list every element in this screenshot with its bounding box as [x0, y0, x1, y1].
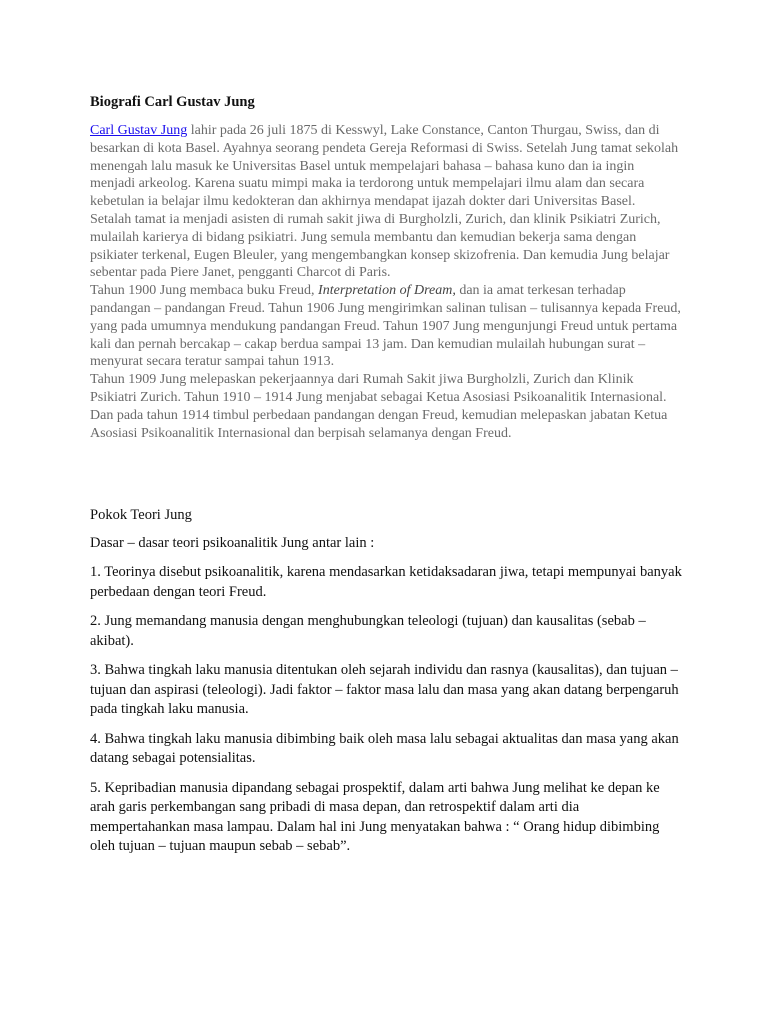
document-page: [90, 93, 682, 867]
theory-point-3: 3. Bahwa tingkah laku manusia ditentukan oleh sejarah individu dan rasnya (kausalitas), dan tujuan – tujuan dan aspirasi (teleologi). Jadi faktor – faktor masa lalu dan masa yang akan datang berpengaruh pada tingkah laku manusia.: [90, 662, 679, 718]
theory-point-2: 2. Jung memandang manusia dengan menghubungkan teleologi (tujuan) dan kausalitas (sebab – akibat).: [90, 613, 646, 649]
jung-link[interactable]: Carl Gustav Jung: [90, 123, 188, 138]
bio-paragraph-3-text-before: Tahun 1900 Jung membaca buku Freud,: [90, 283, 319, 299]
bio-paragraph-4: Tahun 1909 Jung melepaskan pekerjaannya dari Rumah Sakit jiwa Burgholzli, Zurich dan Klinik Psikiatri Zurich. Tahun 1910 – 1914 Jung menjabat sebagai Ketua Asosiasi Psikoanalitik Internasional. Dan pada tahun 1914 timbul perbedaan pandangan dengan Freud, kemudian melepaskan jabatan Ketua Asosiasi Psikoanalitik Internasional dan berpisah selamanya dengan Freud.: [90, 372, 668, 441]
bio-paragraph-3: [90, 282, 682, 371]
theory-point-5: 5. Kepribadian manusia dipandang sebagai prospektif, dalam arti bahwa Jung melihat ke depan ke arah garis perkembangan sang pribadi di masa depan, dan retrospektif dalam arti dia mempertahankan masa lampau. Dalam hal ini Jung menyatakan bahwa : “ Orang hidup dibimbing oleh tujuan – tujuan maupun sebab – sebab”.: [90, 779, 660, 855]
bio-paragraph-1-text: lahir pada 26 juli 1875 di Kesswyl, Lake Constance, Canton Thurgau, Swiss, dan di besarkan di kota Basel. Ayahnya seorang pendeta Gereja Reformasi di Swiss. Setelah Jung tamat sekolah menengah lalu masuk ke Universitas Basel untuk mempelajari bahasa – bahasa kuno dan ia ingin menjadi arkeolog. Karena suatu mimpi maka ia terdorong untuk mempelajari ilmu alam dan secara kebetulan ia belajar ilmu kedokteran dan akhirnya mendapat ijazah dokter dari Universitas Basel.: [90, 123, 679, 210]
bio-paragraph-1: [90, 122, 682, 211]
book-title: Interpretation of Dream,: [318, 283, 456, 299]
bio-section: [90, 122, 682, 442]
bio-paragraph-2: Setalah tamat ia menjadi asisten di rumah sakit jiwa di Burgholzli, Zurich, dan klinik Psikiatri Zurich, mulailah karierya di bidang psikiatri. Jung semula membantu dan kemudian bekerja sama dengan psikiater terkenal, Eugen Bleuler, yang mengembangkan konsep skizofrenia. Dan kemudia Jung belajar sebentar pada Piere Janet, pengganti Charcot di Paris.: [90, 211, 670, 281]
theory-title: Pokok Teori Jung: [90, 507, 192, 524]
theory-intro: Dasar – dasar teori psikoanalitik Jung antar lain :: [90, 535, 375, 552]
theory-point-4: 4. Bahwa tingkah laku manusia dibimbing baik oleh masa lalu sebagai aktualitas dan masa yang akan datang sebagai potensialitas.: [90, 730, 679, 767]
theory-point-1: 1. Teorinya disebut psikoanalitik, karena mendasarkan ketidaksadaran jiwa, tetapi mempunyai banyak perbedaan dengan teori Freud.: [90, 564, 682, 600]
bio-title: Biografi Carl Gustav Jung: [90, 94, 255, 110]
bio-paragraph-3-text-after: dan ia amat terkesan terhadap pandangan – pandangan Freud. Tahun 1906 Jung mengirimkan salinan tulisan – tulisannya kepada Freud, yang pada umumnya mendukung pandangan Freud. Tahun 1907 Jung mengunjungi Freud untuk pertama kali dan pernah bercakap – cakap berdua sampai 13 jam. Dan kemudian mulailah hubungan surat – menyurat secara teratur sampai tahun 1913.: [90, 283, 681, 370]
